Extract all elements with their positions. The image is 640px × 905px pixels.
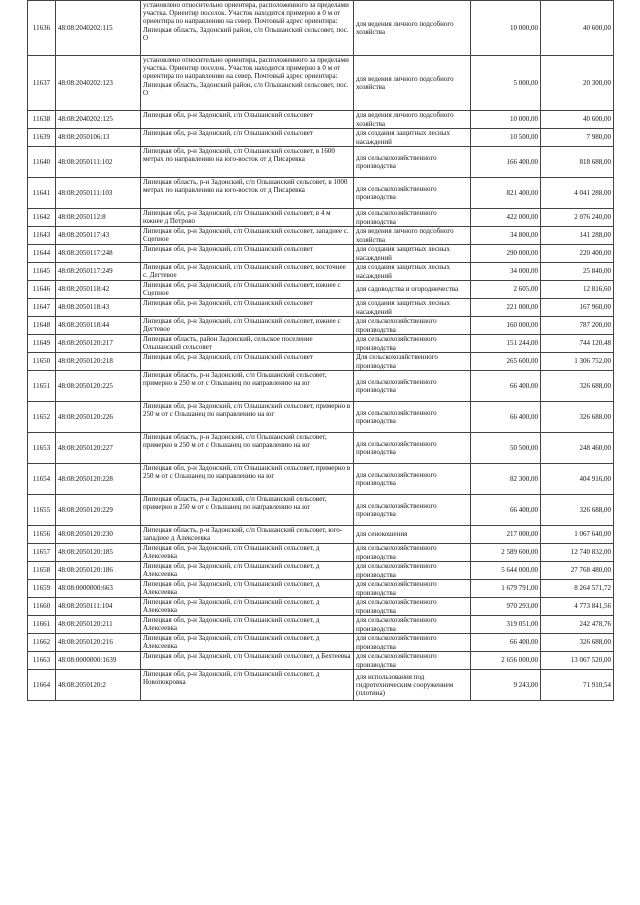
table-row [28,353,614,371]
address-text: Липецкая обл, р-н Задонский, с/п Ольшанский сельсовет, в 4 м южнее д Петрово [143,209,331,226]
address-cell [141,299,354,317]
cadastral-cost-cell: 27 768 480,00 [541,562,614,580]
address-text: Липецкая обл, р-н Задонский, с/п Ольшанский сельсовет, д Алексеевка [143,616,320,633]
permitted-use-cell: для создания защитных лесных насаждений [354,245,471,263]
row-number-cell: 11648 [28,317,56,335]
permitted-use-cell: для сельскохозяйственного производства [354,147,471,178]
address-cell [141,402,354,433]
permitted-use-cell: для сельскохозяйственного производства [354,464,471,495]
table-row [28,281,614,299]
table-row [28,526,614,544]
row-number-cell: 11656 [28,526,56,544]
cadastral-number-cell: 48:08:2050118:44 [56,317,141,335]
table-row [28,652,614,670]
cadastral-cost-cell: 326 688,00 [541,402,614,433]
table-row [28,634,614,652]
address-text: установлено относительно ориентира, расположенного за пределами участка. Ориентир поселок. Участок находится примерно в 0 м от ориентира по направлению на север. Почтовый адрес ориентира: Липецкая область, Задонский район, с/п Ольшанский сельсовет, пос. О [143,1,349,42]
address-text: Липецкая обл, р-н Задонский, с/п Ольшанский сельсовет, д Алексеевка [143,562,320,579]
address-text: Липецкая обл, р-н Задонский, с/п Ольшанский сельсовет, д Алексеевка [143,544,320,561]
address-text: Липецкая обл, р-н Задонский, с/п Ольшанский сельсовет [143,353,313,361]
area-cell: 166 400,00 [471,147,541,178]
table-row [28,178,614,209]
address-cell [141,129,354,147]
cadastral-number-cell: 48:08:2050111:102 [56,147,141,178]
table-row [28,56,614,111]
row-number-cell: 11649 [28,335,56,353]
table-row [28,433,614,464]
permitted-use-cell: для сельскохозяйственного производства [354,209,471,227]
area-cell: 66 400,00 [471,634,541,652]
area-cell: 1 679 791,00 [471,580,541,598]
area-cell: 2 605,00 [471,281,541,299]
cadastral-number-cell: 48:08:2050120:229 [56,495,141,526]
cadastral-number-cell: 48:08:2050111:104 [56,598,141,616]
cadastral-cost-cell: 4 773 841,56 [541,598,614,616]
permitted-use-cell: для ведения личного подсобного хозяйства [354,227,471,245]
cadastral-cost-cell: 404 916,00 [541,464,614,495]
address-cell [141,598,354,616]
area-cell: 2 656 000,00 [471,652,541,670]
permitted-use-cell: для ведения личного подсобного хозяйства [354,111,471,129]
area-cell: 9 243,00 [471,670,541,701]
table-row [28,245,614,263]
cadastral-table-page [27,0,613,701]
permitted-use-cell: для создания защитных лесных насаждений [354,263,471,281]
row-number-cell: 11651 [28,371,56,402]
cadastral-number-cell: 48:08:2050118:43 [56,299,141,317]
row-number-cell: 11641 [28,178,56,209]
address-text: Липецкая обл, р-н Задонский, с/п Ольшанский сельсовет, примерно в 250 м от с Ольшанец по направлению на юг [143,464,351,481]
cadastral-cost-cell: 818 688,00 [541,147,614,178]
permitted-use-cell: для сельскохозяйственного производства [354,580,471,598]
area-cell: 34 000,00 [471,263,541,281]
cadastral-cost-cell: 71 910,54 [541,670,614,701]
cadastral-number-cell: 48:08:2050120:2 [56,670,141,701]
cadastral-cost-cell: 326 688,00 [541,495,614,526]
address-text: Липецкая область, р-н Задонский, с/п Ольшанский сельсовет, юго-западнее д Алексеевка [143,526,343,543]
area-cell: 5 644 000,00 [471,562,541,580]
area-cell: 50 500,00 [471,433,541,464]
table-row [28,147,614,178]
cadastral-number-cell: 48:08:2050117:43 [56,227,141,245]
row-number-cell: 11636 [28,1,56,56]
cadastral-cost-cell: 167 960,00 [541,299,614,317]
row-number-cell: 11654 [28,464,56,495]
row-number-cell: 11637 [28,56,56,111]
permitted-use-cell: для садоводства и огородничества [354,281,471,299]
address-text: Липецкая обл, р-н Задонский, с/п Ольшанский сельсовет [143,299,313,307]
address-cell [141,281,354,299]
table-body [28,1,614,701]
permitted-use-cell: для создания защитных лесных насаждений [354,299,471,317]
row-number-cell: 11658 [28,562,56,580]
address-text: Липецкая обл, р-н Задонский, с/п Ольшанский сельсовет, д Бехтеевка [143,652,351,660]
cadastral-cost-cell: 7 980,00 [541,129,614,147]
row-number-cell: 11645 [28,263,56,281]
address-text: Липецкая область, р-н Задонский, с/п Ольшанский сельсовет, в 1000 метрах по направлению на юго-восток от д Писаревка [143,178,348,195]
cadastral-number-cell: 48:08:2050111:103 [56,178,141,209]
address-cell [141,670,354,701]
cadastral-number-cell: 48:08:2050118:42 [56,281,141,299]
cadastral-cost-cell: 40 600,00 [541,111,614,129]
area-cell: 10 500,00 [471,129,541,147]
area-cell: 160 000,00 [471,317,541,335]
address-cell [141,353,354,371]
address-text: Липецкая обл, р-н Задонский, с/п Ольшанский сельсовет [143,245,313,253]
cadastral-number-cell: 48:08:2040202:125 [56,111,141,129]
permitted-use-cell: для сельскохозяйственного производства [354,598,471,616]
cadastral-cost-cell: 13 067 520,00 [541,652,614,670]
address-cell [141,433,354,464]
address-text: Липецкая обл, р-н Задонский, с/п Ольшанский сельсовет, д Алексеевка [143,634,320,651]
address-text: установлено относительно ориентира, расположенного за пределами участка. Ориентир поселок. Участок находится примерно в 0 м от ориентира по направлению на север. Почтовый адрес ориентира: Липецкая область, Задонский район, с/п Ольшанский сельсовет, пос. О [143,56,349,97]
cadastral-cost-cell: 141 288,00 [541,227,614,245]
address-text: Липецкая обл, р-н Задонский, с/п Ольшанский сельсовет [143,111,313,119]
area-cell: 422 000,00 [471,209,541,227]
permitted-use-cell: для сельскохозяйственного производства [354,616,471,634]
cadastral-number-cell: 48:08:2050120:218 [56,353,141,371]
cadastral-cost-cell: 787 200,00 [541,317,614,335]
cadastral-number-cell: 48:08:2040202:115 [56,1,141,56]
cadastral-number-cell: 48:08:2050120:186 [56,562,141,580]
cadastral-number-cell: 48:08:2050120:230 [56,526,141,544]
table-row [28,495,614,526]
table-row [28,111,614,129]
table-row [28,335,614,353]
table-row [28,402,614,433]
cadastral-number-cell: 48:08:2050112:8 [56,209,141,227]
permitted-use-cell: для сельскохозяйственного производства [354,562,471,580]
table-row [28,670,614,701]
address-text: Липецкая обл, р-н Задонский, с/п Ольшанский сельсовет, в 1600 метрах по направлению на юго-восток от д Писаревка [143,147,335,164]
area-cell: 66 400,00 [471,371,541,402]
permitted-use-cell: для сельскохозяйственного производства [354,652,471,670]
area-cell: 290 000,00 [471,245,541,263]
row-number-cell: 11640 [28,147,56,178]
permitted-use-cell: для сенокошения [354,526,471,544]
address-text: Липецкая обл, р-н Задонский, с/п Ольшанский сельсовет, д Алексеевка [143,598,320,615]
address-text: Липецкая область, р-н Задонский, с/п Ольшанский сельсовет, примерно в 250 м от с Ольшанец по направлению на юг [143,433,327,450]
table-row [28,317,614,335]
table-row [28,598,614,616]
cadastral-cost-cell: 326 688,00 [541,634,614,652]
address-cell [141,562,354,580]
permitted-use-cell: для сельскохозяйственного производства [354,634,471,652]
table-row [28,209,614,227]
table-row [28,544,614,562]
cadastral-cost-cell: 2 076 240,00 [541,209,614,227]
row-number-cell: 11639 [28,129,56,147]
table-row [28,562,614,580]
area-cell: 221 000,00 [471,299,541,317]
cadastral-cost-cell: 8 264 571,72 [541,580,614,598]
row-number-cell: 11638 [28,111,56,129]
cadastral-number-cell: 48:08:2050120:226 [56,402,141,433]
row-number-cell: 11646 [28,281,56,299]
row-number-cell: 11655 [28,495,56,526]
cadastral-number-cell: 48:08:2050120:225 [56,371,141,402]
address-cell [141,147,354,178]
permitted-use-cell: для сельскохозяйственного производства [354,178,471,209]
row-number-cell: 11642 [28,209,56,227]
cadastral-number-cell: 48:08:2050106:13 [56,129,141,147]
cadastral-cost-cell: 40 600,00 [541,1,614,56]
row-number-cell: 11662 [28,634,56,652]
address-cell [141,209,354,227]
table-row [28,371,614,402]
permitted-use-cell: для сельскохозяйственного производства [354,495,471,526]
cadastral-cost-cell: 242 478,76 [541,616,614,634]
address-cell [141,526,354,544]
address-text: Липецкая обл, р-н Задонский, с/п Ольшанский сельсовет, восточнее с. Дегтевое [143,263,346,280]
cadastral-number-cell: 48:08:2050117:248 [56,245,141,263]
address-cell [141,1,354,56]
address-cell [141,634,354,652]
row-number-cell: 11644 [28,245,56,263]
area-cell: 319 051,00 [471,616,541,634]
area-cell: 5 000,00 [471,56,541,111]
cadastral-cost-cell: 248 460,00 [541,433,614,464]
address-cell [141,495,354,526]
address-text: Липецкая обл, р-н Задонский, с/п Ольшанский сельсовет, д Новопокровка [143,670,320,687]
address-cell [141,227,354,245]
area-cell: 82 300,00 [471,464,541,495]
area-cell: 10 000,00 [471,1,541,56]
row-number-cell: 11664 [28,670,56,701]
address-cell [141,580,354,598]
row-number-cell: 11659 [28,580,56,598]
permitted-use-cell: для сельскохозяйственного производства [354,433,471,464]
cadastral-cost-cell: 1 067 640,00 [541,526,614,544]
row-number-cell: 11663 [28,652,56,670]
table-row [28,580,614,598]
area-cell: 970 293,00 [471,598,541,616]
cadastral-table [27,0,614,701]
permitted-use-cell: для сельскохозяйственного производства [354,317,471,335]
cadastral-number-cell: 48:08:2050120:185 [56,544,141,562]
cadastral-number-cell: 48:08:2050117:249 [56,263,141,281]
address-cell [141,335,354,353]
address-text: Липецкая обл, р-н Задонский, с/п Ольшанский сельсовет, д Алексеевка [143,580,320,597]
area-cell: 265 600,00 [471,353,541,371]
address-cell [141,544,354,562]
area-cell: 66 400,00 [471,495,541,526]
row-number-cell: 11652 [28,402,56,433]
area-cell: 821 400,00 [471,178,541,209]
address-text: Липецкая обл, р-н Задонский, с/п Ольшанский сельсовет, примерно в 250 м от с Ольшанец по направлению на юг [143,402,351,419]
row-number-cell: 11653 [28,433,56,464]
table-row [28,1,614,56]
permitted-use-cell: для создания защитных лесных насаждений [354,129,471,147]
cadastral-number-cell: 48:08:2050120:228 [56,464,141,495]
area-cell: 151 244,00 [471,335,541,353]
cadastral-number-cell: 48:08:2040202:123 [56,56,141,111]
cadastral-number-cell: 48:08:2050120:217 [56,335,141,353]
address-text: Липецкая обл, р-н Задонский, с/п Ольшанский сельсовет [143,129,313,137]
cadastral-number-cell: 48:08:0000000:663 [56,580,141,598]
row-number-cell: 11657 [28,544,56,562]
cadastral-number-cell: 48:08:2050120:227 [56,433,141,464]
table-row [28,464,614,495]
address-text: Липецкая область, р-н Задонский, с/п Ольшанский сельсовет, примерно в 250 м от с Ольшанец по направлению на юг [143,495,327,512]
cadastral-number-cell: 48:08:2050120:216 [56,634,141,652]
cadastral-cost-cell: 20 300,00 [541,56,614,111]
area-cell: 2 589 600,00 [471,544,541,562]
cadastral-cost-cell: 744 120,48 [541,335,614,353]
row-number-cell: 11660 [28,598,56,616]
cadastral-cost-cell: 4 041 288,00 [541,178,614,209]
row-number-cell: 11650 [28,353,56,371]
address-cell [141,245,354,263]
permitted-use-cell: Для сельскохозяйственного производства [354,353,471,371]
address-text: Липецкая область, район Задонский, сельское поселение Ольшанский сельсовет [143,335,313,352]
address-text: Липецкая обл, р-н Задонский, с/п Ольшанский сельсовет, западнее с. Сцепное [143,227,349,244]
permitted-use-cell: для сельскохозяйственного производства [354,371,471,402]
table-row [28,227,614,245]
cadastral-cost-cell: 12 816,60 [541,281,614,299]
address-text: Липецкая область, р-н Задонский, с/п Ольшанский сельсовет, примерно в 250 м от с Ольшанец по направлению на юг [143,371,327,388]
table-row [28,263,614,281]
address-cell [141,371,354,402]
permitted-use-cell: для ведения личного подсобного хозяйства [354,56,471,111]
address-cell [141,464,354,495]
cadastral-cost-cell: 12 740 832,00 [541,544,614,562]
table-row [28,299,614,317]
permitted-use-cell: для использования под гидротехническим сооружением (плотина) [354,670,471,701]
cadastral-cost-cell: 25 840,00 [541,263,614,281]
address-text: Липецкая обл, р-н Задонский, с/п Ольшанский сельсовет, южнее с Дегтевое [143,317,341,334]
address-cell [141,56,354,111]
area-cell: 217 000,00 [471,526,541,544]
area-cell: 10 000,00 [471,111,541,129]
cadastral-number-cell: 48:08:0000000:1639 [56,652,141,670]
address-text: Липецкая обл, р-н Задонский, с/п Ольшанский сельсовет, южнее с Сцепное [143,281,341,298]
permitted-use-cell: для сельскохозяйственного производства [354,402,471,433]
row-number-cell: 11647 [28,299,56,317]
address-cell [141,652,354,670]
permitted-use-cell: для ведения личного подсобного хозяйства [354,1,471,56]
table-row [28,129,614,147]
area-cell: 66 400,00 [471,402,541,433]
address-cell [141,317,354,335]
cadastral-number-cell: 48:08:2050120:211 [56,616,141,634]
cadastral-cost-cell: 326 688,00 [541,371,614,402]
area-cell: 34 800,00 [471,227,541,245]
address-cell [141,263,354,281]
cadastral-cost-cell: 1 306 752,00 [541,353,614,371]
address-cell [141,616,354,634]
table-row [28,616,614,634]
row-number-cell: 11661 [28,616,56,634]
address-cell [141,111,354,129]
cadastral-cost-cell: 220 400,00 [541,245,614,263]
permitted-use-cell: для сельскохозяйственного производства [354,544,471,562]
row-number-cell: 11643 [28,227,56,245]
address-cell [141,178,354,209]
permitted-use-cell: для сельскохозяйственного производства [354,335,471,353]
